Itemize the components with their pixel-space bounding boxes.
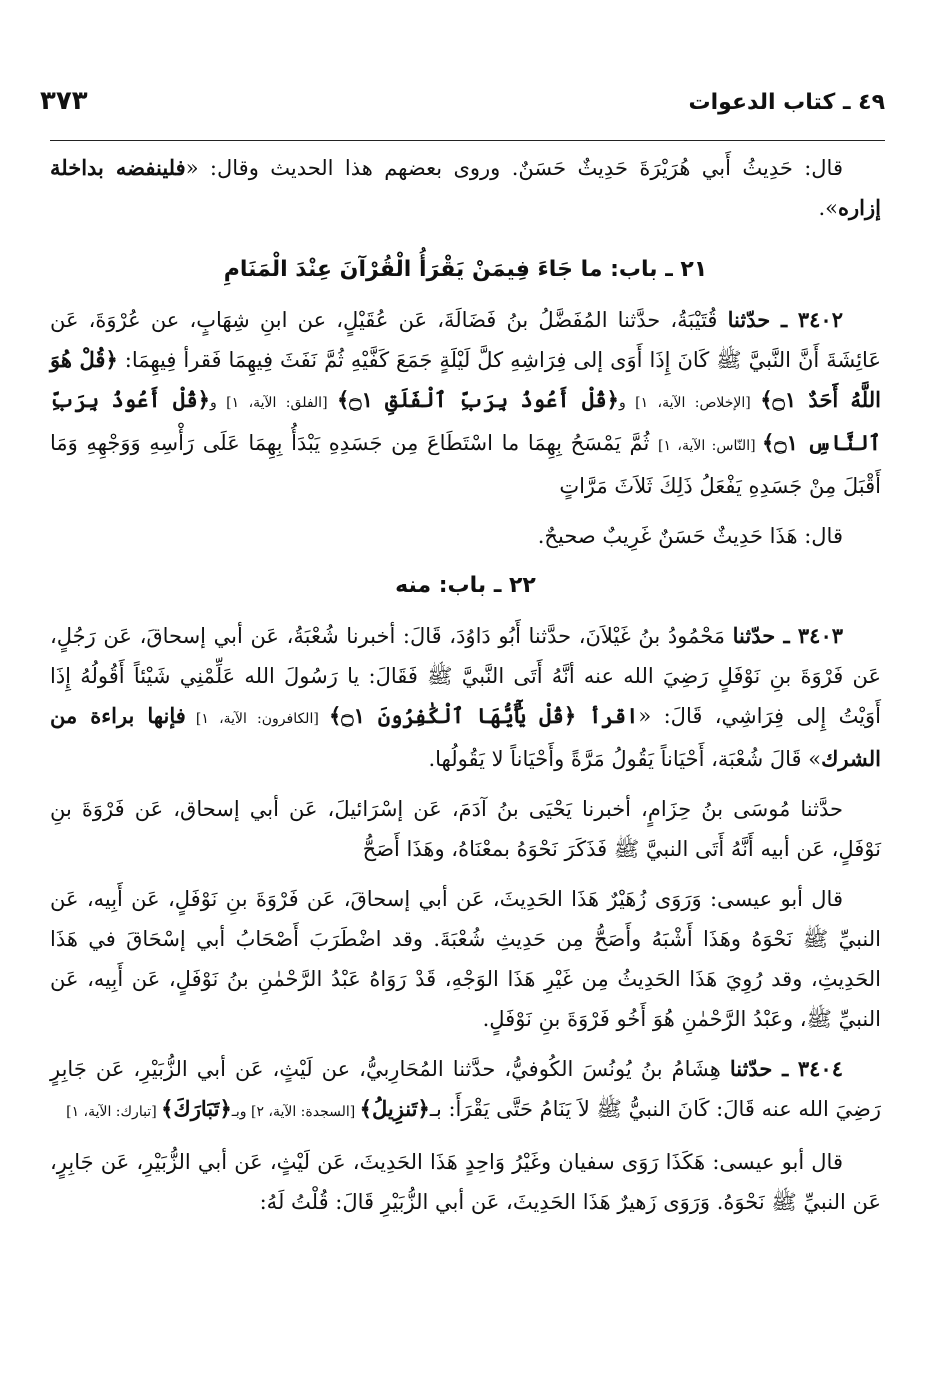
quran-quote: ﴿قُلْ أَعُوذُ بِرَبِّ ٱلنَّاسِ ۝١﴾ — [50, 387, 881, 455]
hadith-3403: ٣٤٠٣ ـ حدّثنا مَحْمُودُ بنُ غَيْلاَنَ، حدَّثنا أَبُو دَاوُدَ، قَالَ: أخبرنا شُعْبَةُ، عَن أبي إسحاقَ، عَن رَجُلٍ، عَن فَرْوَةَ بنِ نَوْفَلٍ رَضِيَ الله عنه أنَّهُ أَتَى النَّبيَّ ﷺ فَقَالَ: يا رَسُولَ الله عَلِّمْنِي شَيْئاً أَقُولُهُ إِذَا أَوَيْتُ إِلى فِرَاشِي، قَالَ: «اقرأ ﴿قُلْ يَٰٓأَيُّهَا ٱلْكَٰفِرُونَ ۝١﴾ [الكافرون: الآية، ١] فإنها براءة من الشرك» قَالَ شُعْبَة، أَحْيَاناً يَقُولُ مَرَّةً وأَحْيَاناً لا يَقُولُها. — [50, 623, 882, 771]
header-rule — [50, 140, 885, 141]
grading-paragraph: قال: هَذَا حَدِيثٌ حَسَنٌ غَرِيبٌ صحيحٌ. — [537, 524, 843, 548]
section-21-title: ٢١ ـ باب: ما جَاءَ فِيمَنْ يَقْرَأُ الْقُرْآنَ عِنْدَ الْمَنَامِ — [223, 257, 708, 282]
chapter-title: ٤٩ ـ كتاب الدعوات — [688, 90, 885, 115]
quran-quote: ﴿تَنزِيلُ﴾ — [359, 1096, 430, 1121]
page-number: ٣٧٣ — [40, 86, 88, 116]
quran-quote: ﴿قُلْ هُوَ اللَّهُ أَحَدٌ ۝١﴾ — [50, 347, 881, 412]
commentary-paragraph: قال أبو عيسى: وَرَوَى زُهَيْرٌ هَذَا الحَدِيثَ، عَن أبي إسحاقَ، عَن فَرْوَةَ بنِ نَوْفَلٍ، عَن أَبِيه، عَن النبيِّ ﷺ نَحْوَهُ وهَذَا أَشْبَهُ وأَصَحُّ مِن حَدِيثِ شُعْبَةَ. وقد اضْطَرَبَ أَصْحَابُ أبي إسْحَاقَ في هَذَا الحَدِيثِ، وقد رُوِيَ هَذَا الحَدِيثُ مِن غَيْرِ هَذَا الوَجْهِ، قَدْ رَوَاهُ عَبْدُ الرَّحْمٰنِ بنُ نَوْفَلٍ، عَن أَبِيه، عَن النبيِّ ﷺ، وعَبْدُ الرَّحْمٰنِ هُوَ أَخُو فَرْوَةَ بنِ نَوْفَلٍ. — [50, 887, 881, 1031]
hadith-3402: ٣٤٠٢ ـ حدّثنا قُتَيْبَةُ، حدَّثنا المُفَضَّلُ بنُ فَضَالَةَ، عَن عُقَيْلٍ، عن ابنِ شِهَابٍ، عن عُرْوَةَ، عَن عَائِشَةَ أَنَّ النَّبيَّ ﷺ كَانَ إِذَا أَوَى إلى فِرَاشِهِ كلَّ لَيْلَةٍ جَمَعَ كَفَّيْهِ ثُمَّ نَفَثَ فِيهِمَا فَقرأ فِيهِمَا: ﴿قُلْ هُوَ اللَّهُ أَحَدٌ ۝١﴾ [الإخلاص: الآية، ١] و﴿قُلْ أَعُوذُ بِرَبِّ ٱلْفَلَقِ ۝١﴾ [الفلق: الآية، ١] و﴿قُلْ أَعُوذُ بِرَبِّ ٱلنَّاسِ ۝١﴾ [النّاس: الآية، ١] ثُمَّ يَمْسَحُ بِهِمَا ما اسْتَطَاعَ مِن جَسَدِهِ يَبْدَأُ بِهِمَا عَلَى رَأْسِهِ وَوَجْهِهِ وَمَا أَقْبَلَ مِنْ جَسَدِهِ يَفْعَلُ ذَلِكَ ثَلاَثَ مَرَّاتٍ — [50, 307, 881, 498]
narration-paragraph: حدَّثنا مُوسَى بنُ حِزَامٍ، أخبرنا يَحْيَى بنُ آدَمَ، عَن إسْرَائيلَ، عَن أبي إسحاق، عَن فَرْوَةَ بنِ نَوْفَلٍ، عَن أبيه أَنَّهُ أَتَى النبيَّ ﷺ فَذَكَرَ نَحْوَهُ بمعْنَاهُ، وهَذَا أَصَحُّ — [50, 797, 881, 861]
verse-ref: [السجدة: الآية، ٢] وبـ — [231, 1104, 360, 1120]
intro-quote: فلينفضه بداخلة إزاره — [50, 155, 881, 220]
verse-ref: [تبارك: الآية، ١] — [66, 1104, 162, 1120]
hadith-number: ٣٤٠٢ ـ حدّثنا — [727, 307, 843, 332]
page-header — [40, 86, 885, 126]
verse-ref: [الإخلاص: الآية، ١] و — [618, 395, 761, 411]
verse-ref: [الفلق: الآية، ١] و — [209, 395, 337, 411]
quran-quote: ﴿قُلْ يَٰٓأَيُّهَا ٱلْكَٰفِرُونَ ۝١﴾ — [328, 703, 590, 728]
verse-ref: [الكافرون: الآية، ١] — [185, 711, 329, 727]
hadith-3404: ٣٤٠٤ ـ حدّثنا هِشَامُ بنُ يُونُسَ الكُوفيُّ، حدَّثنا المُحَارِبيُّ، عن لَيْثٍ، عَن أبي الزُّبَيْرِ، عَن جَابِرٍ رَضِيَ الله عنه قَالَ: كَانَ النبيُّ ﷺ لاَ يَنَامُ حَتَّى يَقْرَأَ: بـ﴿تَنزِيلُ﴾ [السجدة: الآية، ٢] وبـ﴿تَبَارَكَ﴾ [تبارك: الآية، ١] — [50, 1056, 881, 1121]
quran-quote: ﴿قُلْ أَعُوذُ بِرَبِّ ٱلْفَلَقِ ۝١﴾ — [336, 387, 619, 412]
verse-ref: [النّاس: الآية، ١] — [658, 438, 762, 454]
quran-quote: ﴿تَبَارَكَ﴾ — [161, 1096, 232, 1121]
section-22-title: ٢٢ ـ باب: منه — [395, 573, 536, 598]
page-body — [50, 148, 881, 1232]
hadith-number: ٣٤٠٣ ـ حدّثنا — [732, 623, 844, 648]
intro-paragraph: قال: حَدِيثُ أَبي هُرَيْرَةَ حَدِيثٌ حَسَنٌ. وروى بعضهم هذا الحديث وقال: «فلينفضه بداخلة إزاره». — [50, 155, 881, 220]
commentary-paragraph-2: قال أبو عيسى: هَكَذَا رَوَى سفيان وغَيْرُ وَاحِدٍ هَذَا الحَدِيثَ، عَن لَيْثٍ، عَن أبي الزُّبَيْرِ، عَن جَابِرٍ، عَن النبيِّ ﷺ نَحْوَهُ. وَرَوَى زَهيرٌ هَذَا الحَدِيثَ، عَن أبي الزُّبَيْرِ قَالَ: قُلْتُ لَهُ: — [50, 1150, 881, 1214]
hadith-number: ٣٤٠٤ ـ حدّثنا — [729, 1056, 843, 1081]
